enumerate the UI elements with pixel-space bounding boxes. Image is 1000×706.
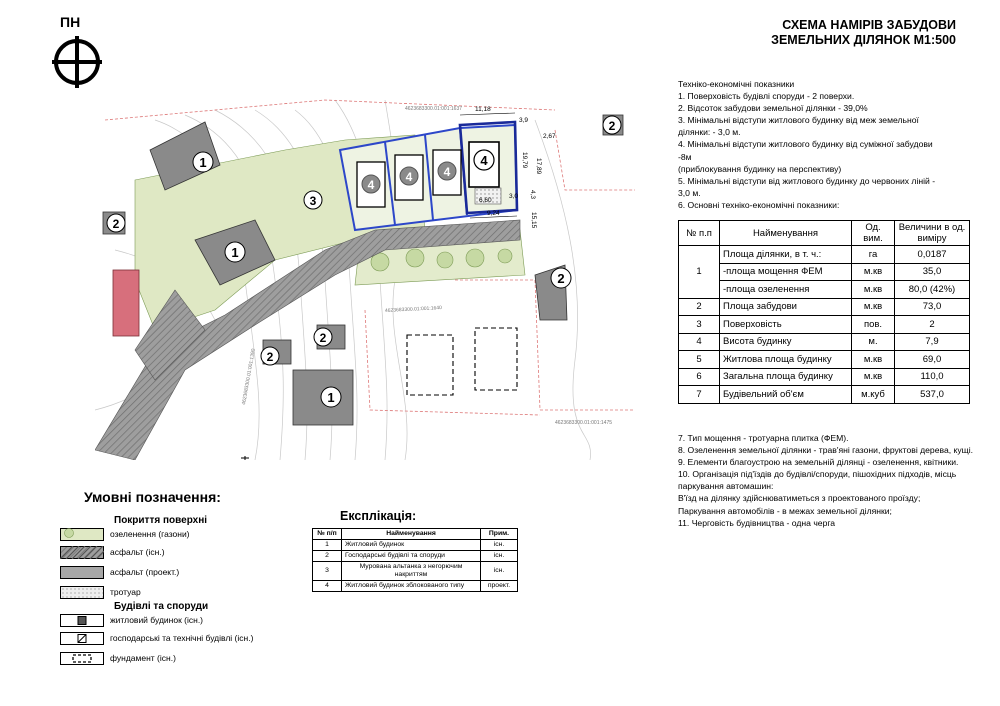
col-unit: Од. вим. [852, 221, 895, 246]
expl-cell-note: проект. [481, 581, 518, 592]
legend-residential [60, 612, 203, 628]
note-7: 7. Тип мощення - тротуарна плитка (ФЕМ). [678, 433, 849, 443]
cell-n: 1 [679, 246, 720, 299]
label-building-1a: 1 [199, 155, 207, 170]
expl-cell-name: Господарські будівлі та споруди [342, 551, 481, 562]
legend-asphalt-project [60, 564, 179, 580]
note-10-parking: Паркування автомобілів - в межах земельної ділянки; [678, 505, 892, 516]
note-9: 9. Елементи благоустрою на земельній ділянці - озеленення, квітники. [678, 457, 959, 468]
cell-unit: м.кв [852, 281, 895, 299]
utility-building-icon [60, 632, 104, 645]
indicator-5: 5. Мінімальні відступи від житлового будинку до червоних ліній - 3,0 м. [678, 175, 938, 198]
expl-cell-n: 2 [313, 551, 342, 562]
label-building-4d: 4 [480, 153, 488, 168]
expl-cell-n: 1 [313, 540, 342, 551]
cell-unit: га [852, 246, 895, 264]
cell-n: 2 [679, 298, 720, 316]
expl-cell-note: існ. [481, 540, 518, 551]
cell-value: 69,0 [895, 351, 970, 369]
cell-n: 4 [679, 333, 720, 351]
indicator-2: 2. Відсоток забудови земельної ділянки - 39,0% [678, 103, 868, 114]
legend-greenery-label: озеленення (газони) [110, 529, 190, 539]
table-row [679, 333, 970, 351]
cell-name: Площа ділянки, в т. ч.: [720, 246, 852, 264]
expl-col-number: № п/п [313, 529, 342, 540]
label-building-2c: 2 [557, 271, 565, 286]
legend-asphalt-existing [60, 544, 165, 560]
cell-unit: м.куб [852, 386, 895, 404]
expl-col-name: Найменування [342, 529, 481, 540]
sheet-title [771, 18, 956, 48]
table-row [679, 386, 970, 404]
indicator-4-note: (приблокування будинку на перспективу) [678, 163, 842, 174]
site-plan [95, 80, 635, 465]
expl-col-note: Прим. [481, 529, 518, 540]
cell-value: 7,9 [895, 333, 970, 351]
legend-asphalt-project-label: асфальт (проект.) [110, 567, 180, 577]
cell-name: Будівельний об'єм [720, 386, 852, 404]
table-row [313, 581, 518, 592]
explication-title: Експлікація: [340, 509, 417, 523]
cell-unit: м.кв [852, 351, 895, 369]
table-row [679, 351, 970, 369]
table-row [679, 316, 970, 334]
col-number: № п.п [679, 221, 720, 246]
label-building-3: 3 [309, 194, 317, 208]
title-line-2: ЗЕМЕЛЬНИХ ДІЛЯНОК М1:500 [771, 33, 956, 47]
table-row [313, 551, 518, 562]
foundations [407, 328, 517, 395]
expl-cell-note: існ. [481, 562, 518, 581]
label-building-2e: 2 [112, 217, 120, 231]
title-line-1: СХЕМА НАМІРІВ ЗАБУДОВИ [782, 18, 956, 32]
table-row [313, 562, 518, 581]
label-building-4b: 4 [405, 170, 413, 184]
cell-value: 2 [895, 316, 970, 334]
cell-name: Площа забудови [720, 298, 852, 316]
dim-6: 6,60 [479, 197, 492, 204]
dim-9: 15,15 [530, 212, 537, 229]
legend-foundation [60, 650, 176, 666]
cell-n: 6 [679, 368, 720, 386]
cell-n: 3 [679, 316, 720, 334]
cell-n: 5 [679, 351, 720, 369]
sidewalk-swatch-icon [60, 586, 104, 599]
indicator-6: 6. Основні техніко-економічні показники: [678, 199, 840, 210]
cell-name: Поверховість [720, 316, 852, 334]
residential-building-icon [60, 614, 104, 627]
note-10-entry: В'їзд на ділянку здійснюватиметься з проектованого проїзду; [678, 493, 921, 504]
legend-cover-heading: Покриття поверхні [114, 515, 208, 526]
col-value: Величини в од. виміру [895, 221, 970, 246]
foundation-icon [60, 652, 104, 665]
indicator-1: 1. Поверховість будівлі споруди - 2 поверхи. [678, 91, 855, 102]
cell-unit: м.кв [852, 263, 895, 281]
dim-1: 11,18 [475, 106, 491, 113]
legend-sidewalk-label: тротуар [110, 587, 141, 597]
expl-cell-n: 3 [313, 562, 342, 581]
table-row [679, 298, 970, 316]
asphalt-existing-swatch-icon [60, 546, 104, 559]
cell-value: 0,0187 [895, 246, 970, 264]
dim-4: 17,89 [535, 158, 542, 175]
dim-7: 3,0 [509, 193, 519, 200]
label-building-1c: 1 [327, 390, 335, 405]
cell-value: 110,0 [895, 368, 970, 386]
legend-title: Умовні позначення: [84, 489, 221, 505]
greenery-swatch-icon [60, 528, 104, 541]
cadastral-1: 4623683300.01:001:1637 [405, 106, 463, 112]
cell-unit: м.кв [852, 298, 895, 316]
highlighted-building [113, 270, 139, 336]
legend-utility [60, 630, 253, 646]
cell-unit: пов. [852, 316, 895, 334]
dim-5: 4,3 [529, 190, 536, 200]
indicator-4: 4. Мінімальні відступи житлового будинку від суміжної забудови -8м [678, 139, 936, 162]
table-row [679, 246, 970, 264]
table-row [679, 368, 970, 386]
note-11: 11. Черговість будівництва - одна черга [678, 517, 836, 528]
legend-buildings-heading: Будівлі та споруди [114, 601, 209, 612]
dim-2: 3,9 [519, 117, 529, 124]
expl-cell-note: існ. [481, 551, 518, 562]
site-plan-drawing [95, 80, 635, 460]
cell-name: Житлова площа будинку [720, 351, 852, 369]
table-row [679, 281, 970, 299]
cell-unit: м. [852, 333, 895, 351]
cell-name: Загальна площа будинку [720, 368, 852, 386]
cell-value: 80,0 (42%) [895, 281, 970, 299]
legend-foundation-label: фундамент (існ.) [110, 653, 176, 663]
expl-cell-name: Житловий будинок [342, 540, 481, 551]
cell-name: -площа озеленення [720, 281, 852, 299]
cell-value: 537,0 [895, 386, 970, 404]
label-building-4a: 4 [367, 178, 375, 192]
cell-unit: м.кв [852, 368, 895, 386]
label-building-4c: 4 [443, 165, 451, 179]
cell-n: 7 [679, 386, 720, 404]
cell-value: 35,0 [895, 263, 970, 281]
cadastral-2: 4623683300.01:001:1640 [384, 305, 443, 314]
cadastral-4: 4623683300.01:001:1390 [241, 348, 257, 406]
notes [678, 432, 978, 529]
label-building-2a: 2 [266, 350, 274, 364]
note-8: 8. Озеленення земельної ділянки - трав'яні газони, фруктові дерева, кущі. [678, 445, 974, 456]
table-row [313, 540, 518, 551]
note-10: 10. Організація під'їздів до будівлі/споруди, пішохідних підходів, місць паркування автомашин: [678, 469, 957, 492]
technical-indicators [678, 78, 938, 211]
legend-asphalt-existing-label: асфальт (існ.) [110, 547, 165, 557]
dim-3: 19,79 [521, 152, 528, 169]
cell-value: 73,0 [895, 298, 970, 316]
tech-economic-table [678, 220, 970, 404]
indicators-heading: Техніко-економічні показники [678, 79, 795, 89]
expl-cell-name: Житловий будинок зблокованого типу [342, 581, 481, 592]
indicator-3: 3. Мінімальні відступи житлового будинку від меж земельної ділянки: - 3,0 м. [678, 115, 922, 138]
cell-name: Висота будинку [720, 333, 852, 351]
label-building-1b: 1 [231, 245, 239, 260]
dim-8: 9,24 [487, 210, 500, 217]
cadastral-3: 4623683300.01:001:1475 [555, 420, 613, 426]
explication-table [312, 528, 518, 592]
expl-cell-n: 4 [313, 581, 342, 592]
asphalt-project-swatch-icon [60, 566, 104, 579]
legend-residential-label: житловий будинок (існ.) [110, 615, 204, 625]
label-building-2d: 2 [608, 119, 616, 133]
table-row [679, 263, 970, 281]
north-label: ПН [60, 14, 81, 30]
expl-cell-name: Мурована альтанка з негорючим накриттям [342, 562, 481, 581]
legend-greenery [60, 526, 190, 542]
label-building-2b: 2 [319, 331, 327, 345]
cell-name: -площа мощення ФЕМ [720, 263, 852, 281]
legend-utility-label: господарські та технічні будівлі (існ.) [110, 633, 254, 643]
legend-sidewalk [60, 584, 141, 600]
col-name: Найменування [720, 221, 852, 246]
dim-10: 2,67 [543, 133, 556, 140]
